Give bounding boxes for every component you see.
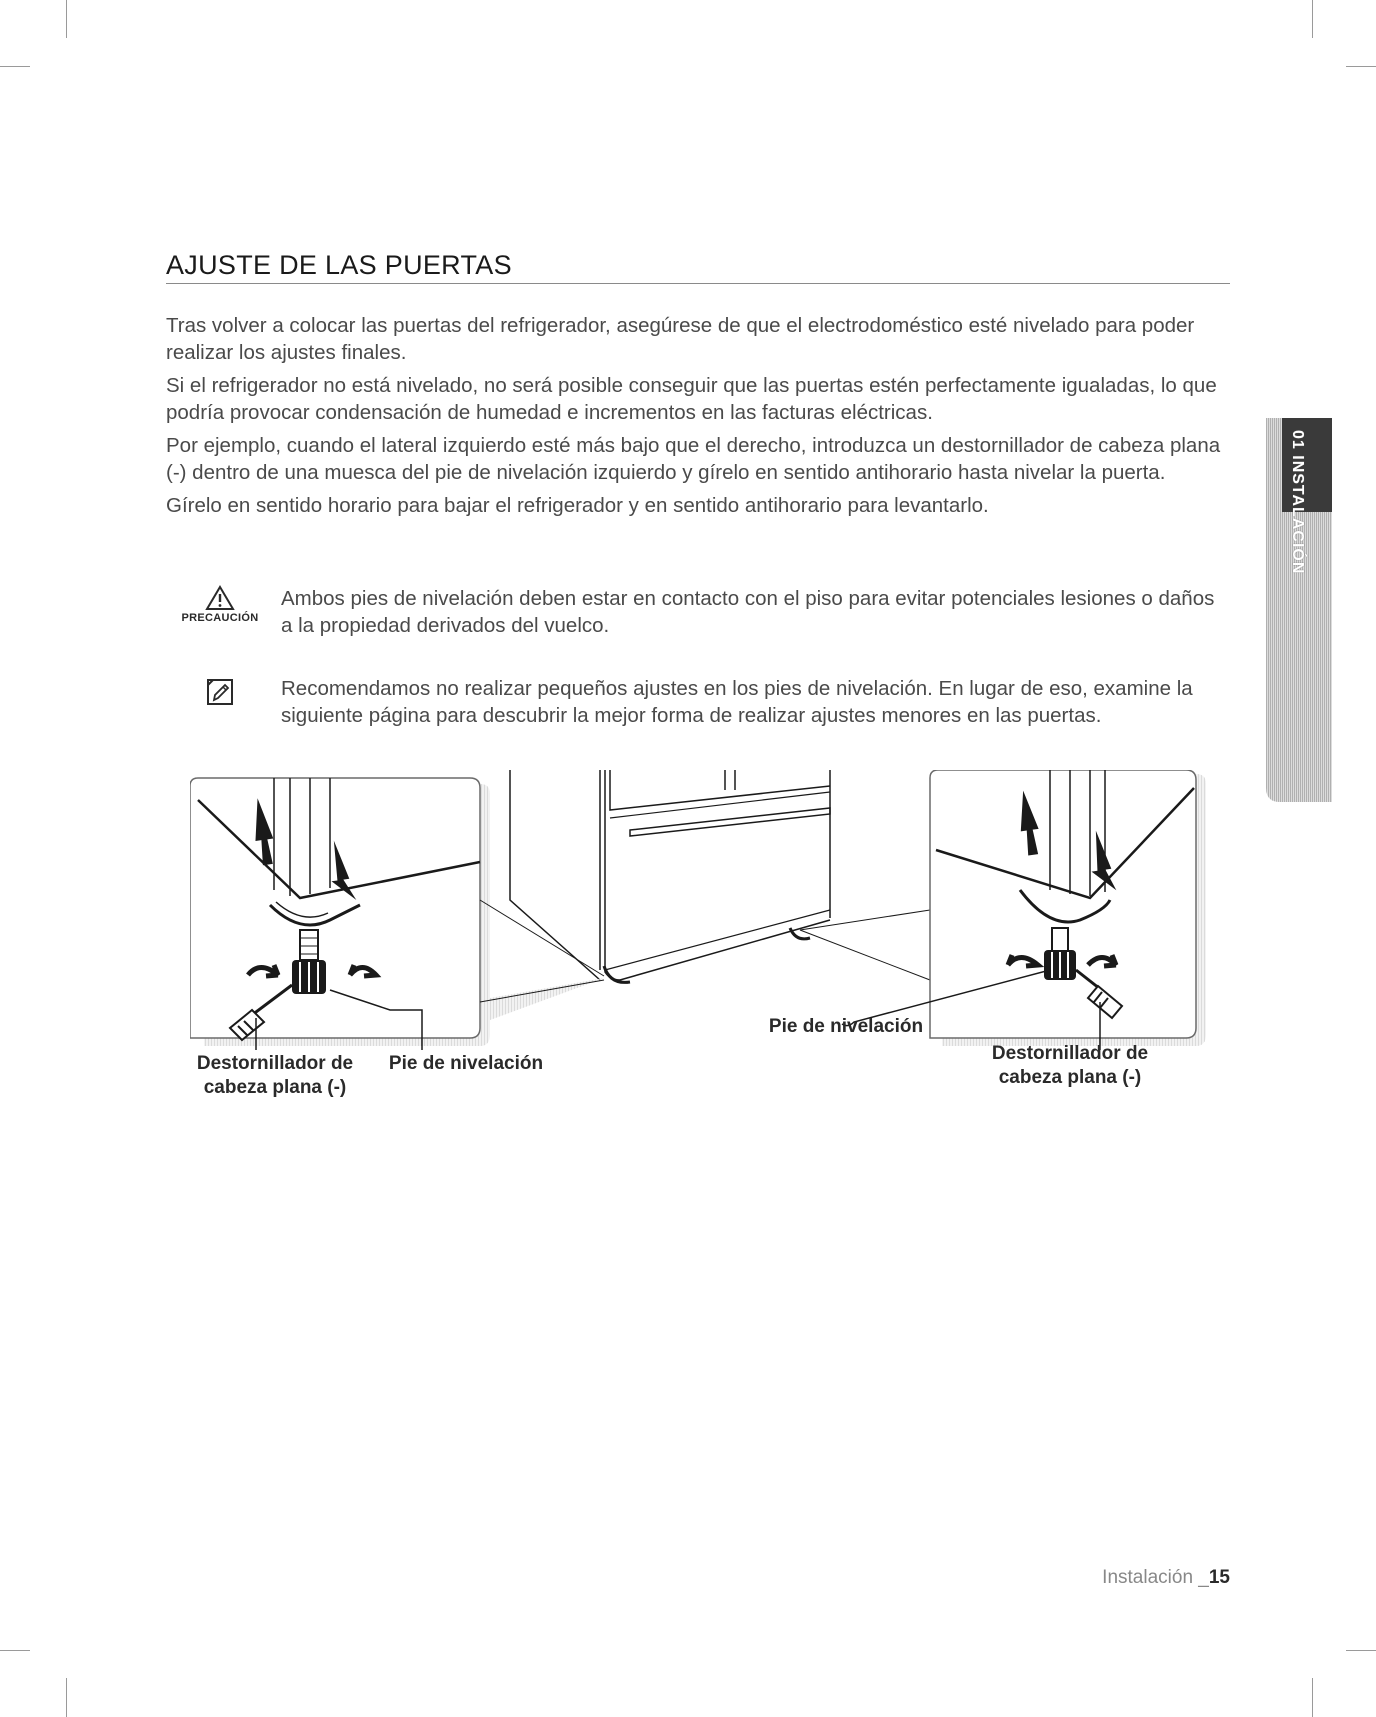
caution-text: Ambos pies de nivelación deben estar en contacto con el piso para evitar potenciales lesiones o daños a la propiedad derivados del vuelco.	[281, 587, 1215, 637]
footer-section: Instalación _	[1102, 1567, 1209, 1588]
note-pencil-icon	[205, 677, 235, 707]
crop-mark	[1312, 0, 1313, 38]
left-screwdriver-label: Destornillador de cabeza plana (-)	[196, 1053, 354, 1098]
leveling-figure	[190, 770, 1210, 1110]
crop-mark	[1346, 66, 1376, 67]
body-paragraph: Si el refrigerador no está nivelado, no será posible conseguir que las puertas estén perfectamente igualadas, lo que podría provocar condensación de humedad e incrementos en las facturas eléctricas.	[166, 374, 1217, 424]
page-title: AJUSTE DE LAS PUERTAS	[166, 250, 512, 280]
caution-label: PRECAUCIÓN	[181, 612, 259, 624]
note-icon-group	[166, 675, 274, 707]
caution-icon-group	[166, 585, 274, 624]
chapter-tab-label: 01 INSTALACIÓN	[1289, 430, 1306, 575]
body-paragraph: Tras volver a colocar las puertas del refrigerador, asegúrese de que el electrodoméstico esté nivelado para poder realizar los ajustes finales.	[166, 314, 1195, 364]
crop-mark	[66, 1678, 67, 1717]
note-text: Recomendamos no realizar pequeños ajustes en los pies de nivelación. En lugar de eso, examine la siguiente página para descubrir la mejor forma de realizar ajustes menores en las puertas.	[281, 677, 1193, 727]
crop-mark	[1346, 1650, 1376, 1651]
right-screwdriver-label: Destornillador de cabeza plana (-)	[991, 1043, 1149, 1088]
crop-mark	[1312, 1678, 1313, 1717]
body-text	[166, 312, 1230, 525]
crop-mark	[66, 0, 67, 38]
title-divider	[166, 283, 1230, 284]
page-footer	[1102, 1567, 1230, 1589]
crop-mark	[0, 66, 30, 67]
body-paragraph: Gírelo en sentido horario para bajar el refrigerador y en sentido antihorario para levantarlo.	[166, 494, 989, 517]
center-foot-label: Pie de nivelación	[768, 1016, 924, 1037]
crop-mark	[0, 1650, 30, 1651]
body-paragraph: Por ejemplo, cuando el lateral izquierdo esté más bajo que el derecho, introduzca un destornillador de cabeza plana (-) dentro de una muesca del pie de nivelación izquierdo y gírelo en sentido antihorario hasta nivelar la puerta.	[166, 434, 1221, 484]
left-foot-label: Pie de nivelación	[388, 1053, 544, 1074]
warning-triangle-icon	[205, 585, 235, 611]
page-number: 15	[1208, 1567, 1230, 1588]
